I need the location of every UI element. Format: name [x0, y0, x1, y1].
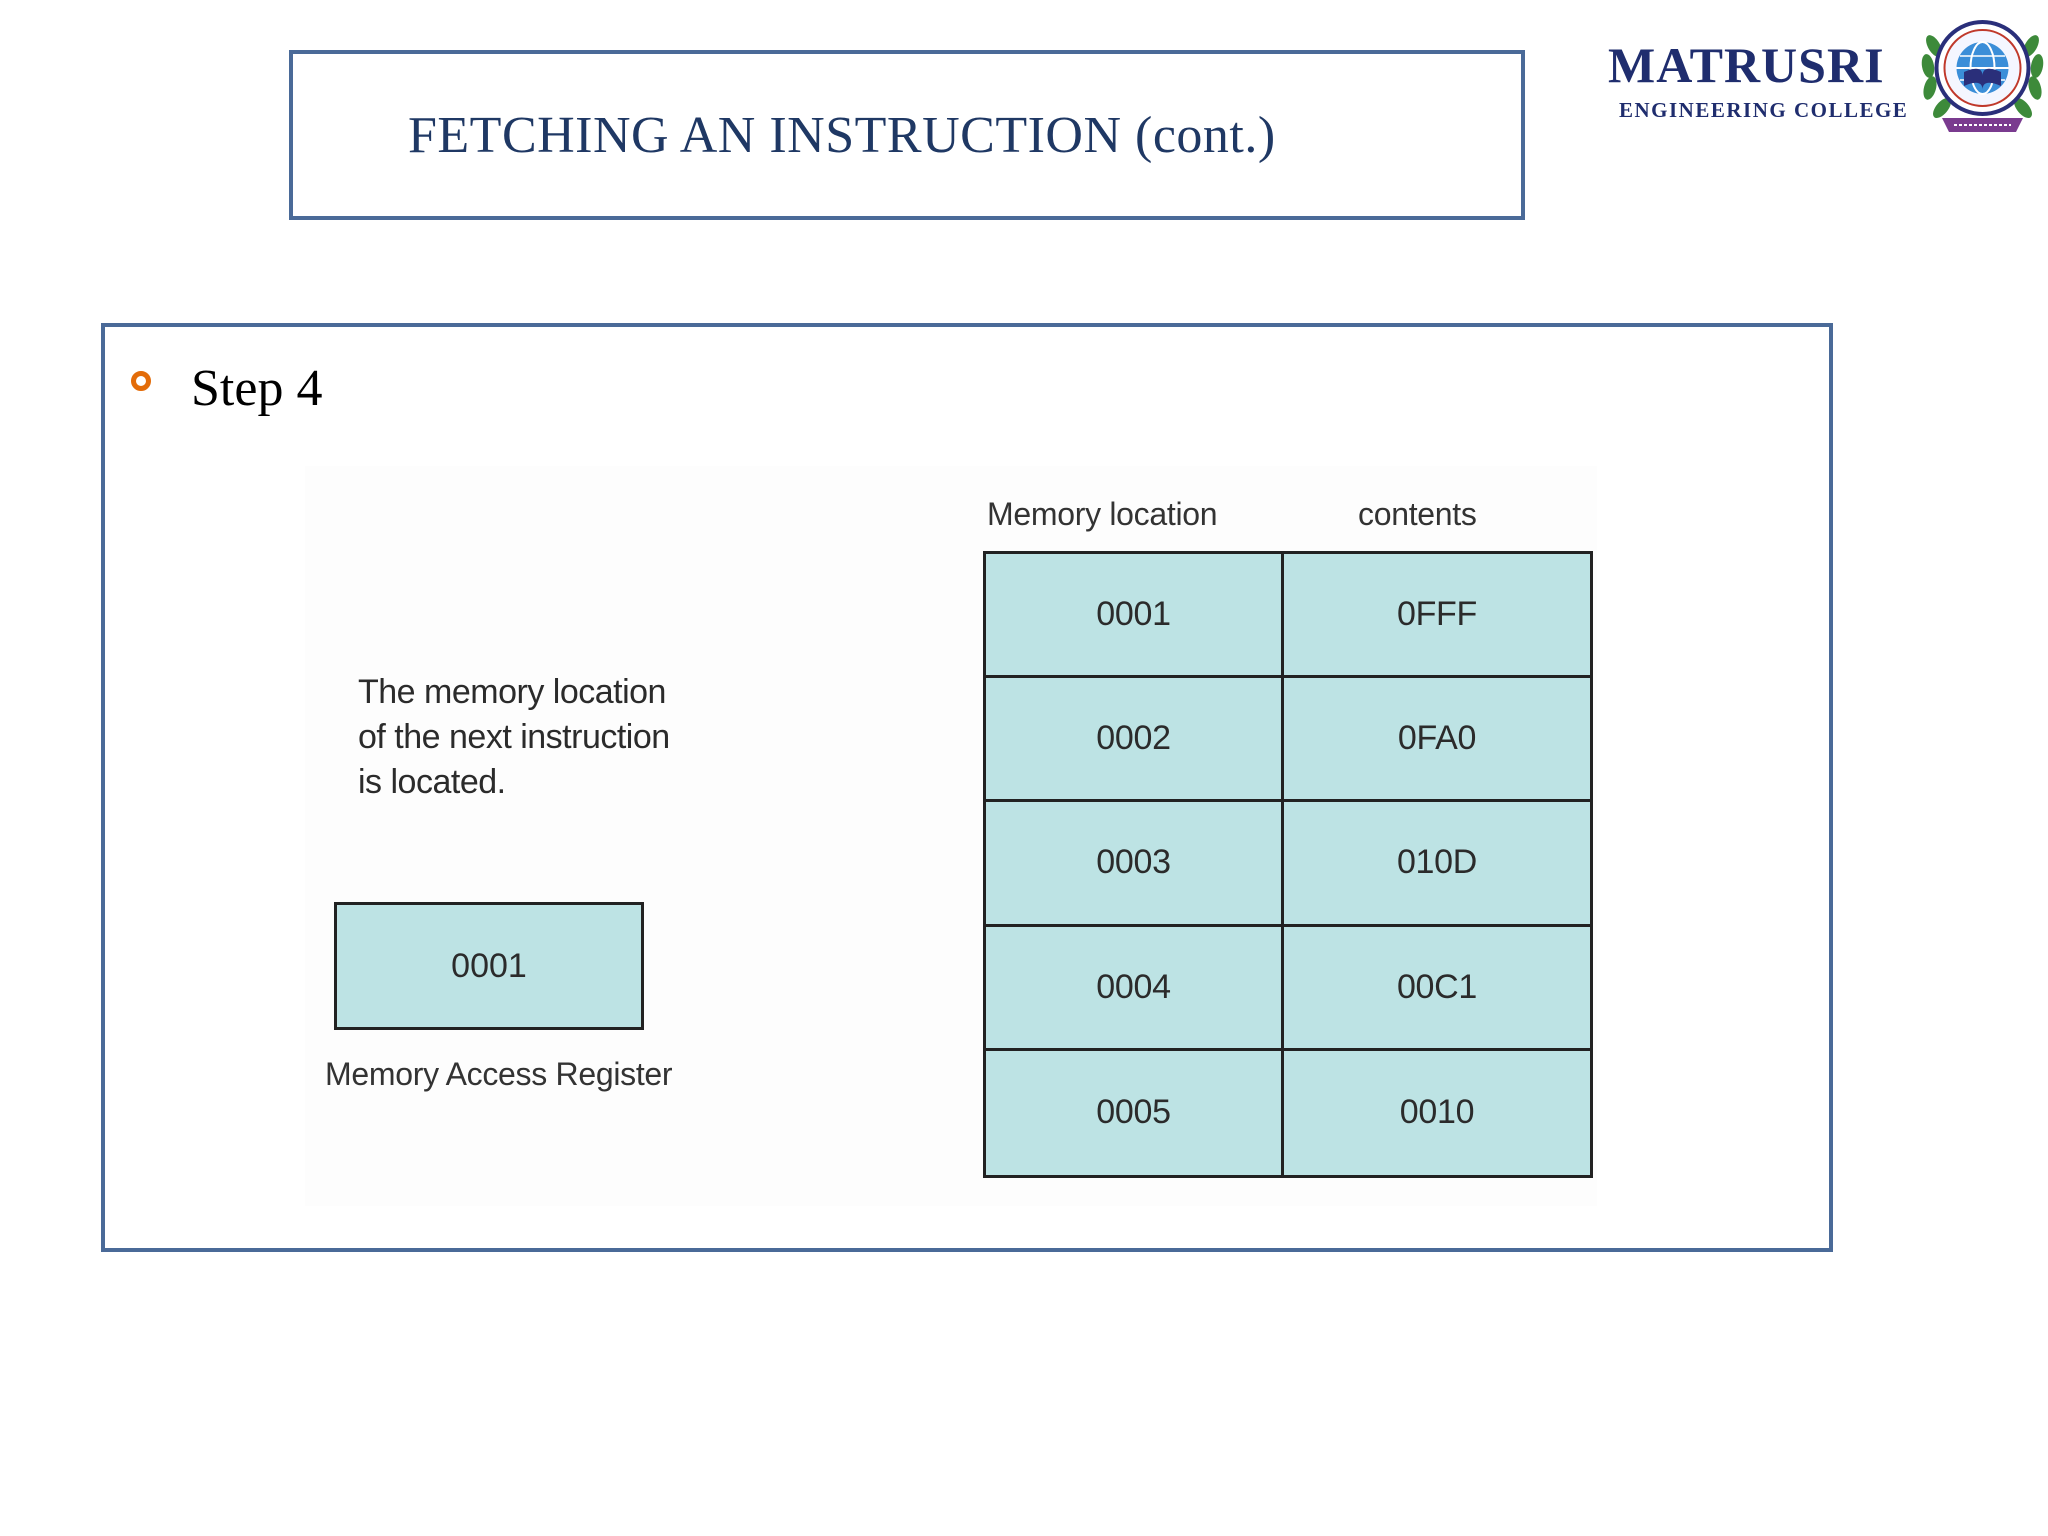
location-cell: 0005: [986, 1051, 1284, 1175]
location-cell: 0004: [986, 927, 1284, 1051]
description-line: of the next instruction: [358, 718, 670, 756]
contents-cell: 0FFF: [1284, 554, 1590, 678]
step-label: Step 4: [191, 360, 323, 417]
column-header-location: Memory location: [987, 496, 1218, 532]
description-line: The memory location: [358, 673, 666, 711]
contents-cell: 0010: [1399, 1093, 1475, 1132]
logo-subtitle: ENGINEERING COLLEGE: [1619, 98, 1909, 122]
contents-cell: 0FA0: [1284, 678, 1590, 802]
memory-table: [983, 551, 1593, 1178]
college-seal-icon: [1920, 6, 2045, 142]
slide-title: FETCHING AN INSTRUCTION (cont.): [408, 107, 1276, 164]
location-cell: 0001: [986, 554, 1284, 678]
logo-name: MATRUSRI: [1608, 37, 1885, 93]
memory-access-register-box: [334, 902, 644, 1030]
college-logo: [1600, 4, 2045, 144]
description-line: is located.: [358, 763, 506, 801]
contents-cell: 00C1: [1284, 927, 1590, 1051]
location-cell: 0003: [986, 802, 1284, 926]
register-label: Memory Access Register: [325, 1056, 673, 1092]
memory-fetch-diagram: [305, 466, 1597, 1206]
title-box: [289, 50, 1525, 220]
diagram-description: [358, 670, 670, 805]
column-header-contents: contents: [1358, 496, 1477, 532]
register-value: 0001: [451, 946, 527, 985]
contents-cell: 010D: [1284, 802, 1590, 926]
location-cell: 0002: [986, 678, 1284, 802]
bullet-circle-icon: [131, 371, 151, 391]
